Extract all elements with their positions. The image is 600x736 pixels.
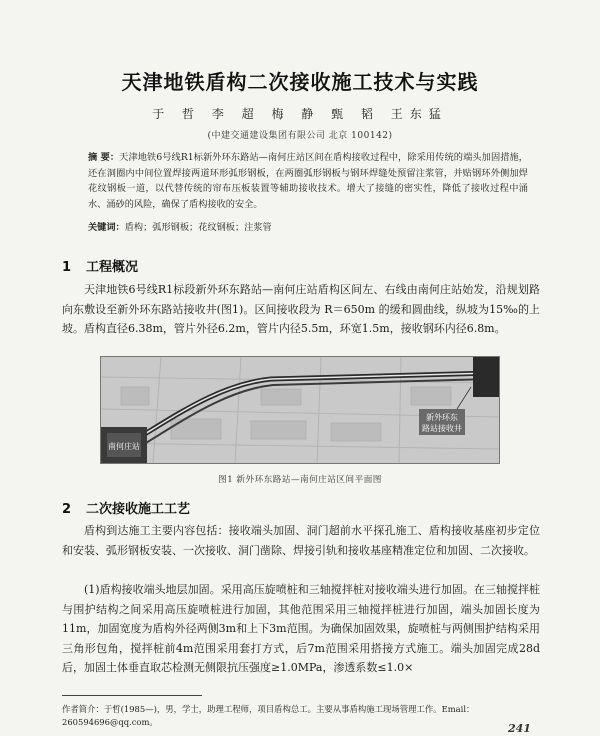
figure-1-right-label-1: 新外环东 bbox=[426, 413, 458, 422]
figure-1-map bbox=[100, 356, 500, 464]
section-2-heading bbox=[62, 498, 190, 517]
section-1-heading bbox=[62, 256, 138, 275]
page-number: 241 bbox=[508, 722, 531, 735]
abstract bbox=[88, 150, 528, 212]
section-2-paragraph-1: 盾构到达施工主要内容包括：接收端头加固、洞门超前水平探孔施工、盾构接收基座初步定位和安装、弧形钢板安装、一次接收、洞门凿除、焊接引轨和接收基座精准定位和加固、二次接收。 bbox=[62, 524, 540, 557]
author-footnote: 作者简介：于哲(1985—)，男，学士，助理工程师，项目盾构总工。主要从事盾构施工现场管理工作。Email：260594696@qq.com。 bbox=[62, 704, 475, 727]
article-authors: 于 哲 李 超 梅 静 甄 韬 王东猛 bbox=[152, 107, 448, 121]
keywords-text: 盾构；弧形钢板；花纹钢板；注浆管 bbox=[124, 222, 272, 233]
figure-1-left-label: 南何庄站 bbox=[108, 442, 140, 451]
section-1-paragraph: 天津地铁6号线R1标段新外环东路站—南何庄站盾构区间左、右线由南何庄站始发，沿规划路向东敷设至新外环东路站接收井(图1)。区间接收段为 R＝650m 的缓和圆曲线，纵坡为15‰的上坡。盾构直径6.38m，管片外径6.2m，管片内径5.5m，环宽1.5m，接收钢环内径6.8m。 bbox=[62, 283, 540, 335]
figure-1-right-label-2: 路站接收井 bbox=[422, 424, 462, 433]
section-1-title: 工程概况 bbox=[86, 260, 139, 275]
section-2-paragraph-2: (1)盾构接收端头地层加固。采用高压旋喷桩和三轴搅拌桩对接收端头进行加固。在三轴搅拌桩与围护结构之间采用高压旋喷桩进行加固，其他范围采用三轴搅拌桩进行加固，端头加固长度为11m，加固宽度为盾构外径两侧3m和上下3m范围。为确保加固效果，旋喷桩与两侧围护结构采用三角形包角，搅拌桩前4m范围采用套打方式，后7m范围采用搭接方式施工。端头加固完成28d后，加固土体垂直取芯检测无侧限抗压强度≥1.0MPa，渗透系数≤1.0× bbox=[62, 583, 540, 674]
abstract-label: 摘 要： bbox=[88, 152, 120, 163]
article-title: 天津地铁盾构二次接收施工技术与实践 bbox=[121, 70, 479, 94]
abstract-text: 天津地铁6号线R1标新外环东路站—南何庄站区间在盾构接收过程中，除采用传统的端头加固措施，还在洞圈内中间位置焊接两道环形弧形钢板，在两圈弧形钢板与钢环焊缝处预留注浆管，并贴钢环外侧加焊花纹钢板一道，以代替传统的帘布压板装置等辅助接收技术。增大了接缝的密实性，降低了接收过程中涌水、涌砂的风险，确保了盾构接收的安全。 bbox=[88, 152, 528, 210]
figure-1-drawing bbox=[101, 357, 499, 463]
keywords-label: 关键词： bbox=[88, 222, 125, 233]
author-affiliation: (中建交通建设集团有限公司 北京 100142) bbox=[207, 131, 393, 141]
section-2-title: 二次接收施工工艺 bbox=[86, 502, 191, 517]
section-2-number: 2 bbox=[62, 502, 72, 517]
section-1-number: 1 bbox=[62, 260, 72, 275]
footnote-divider bbox=[62, 695, 202, 696]
figure-1-caption: 图1 新外环东路站—南何庄站区间平面图 bbox=[218, 475, 382, 485]
keywords bbox=[88, 219, 528, 233]
